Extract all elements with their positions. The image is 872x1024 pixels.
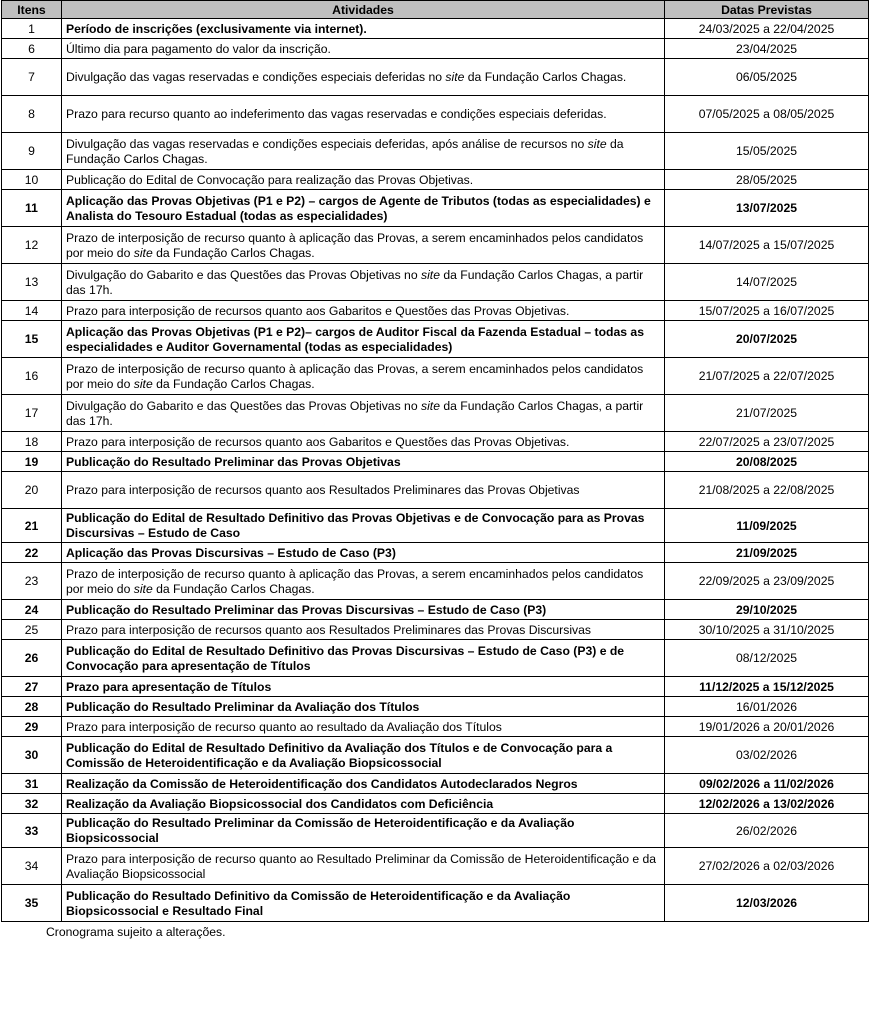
scheduled-date: 29/10/2025 bbox=[665, 600, 869, 620]
footnote: Cronograma sujeito a alterações. bbox=[46, 925, 226, 939]
item-number: 14 bbox=[2, 301, 62, 321]
item-number: 34 bbox=[2, 848, 62, 885]
scheduled-date: 14/07/2025 bbox=[665, 264, 869, 301]
table-row bbox=[2, 39, 869, 59]
header-datas: Datas Previstas bbox=[665, 1, 869, 19]
scheduled-date: 13/07/2025 bbox=[665, 190, 869, 227]
table-row bbox=[2, 227, 869, 264]
activity-text: Publicação do Resultado Preliminar da Avaliação dos Títulos bbox=[62, 697, 665, 717]
table-row bbox=[2, 96, 869, 133]
activity-text: Divulgação do Gabarito e das Questões das Provas Objetivas no site da Fundação Carlos Chagas, a partir das 17h. bbox=[62, 395, 665, 432]
table-row bbox=[2, 190, 869, 227]
item-number: 29 bbox=[2, 717, 62, 737]
table-row bbox=[2, 640, 869, 677]
item-number: 9 bbox=[2, 133, 62, 170]
scheduled-date: 12/03/2026 bbox=[665, 885, 869, 922]
item-number: 31 bbox=[2, 774, 62, 794]
table-row bbox=[2, 737, 869, 774]
activity-text: Publicação do Resultado Preliminar das Provas Discursivas – Estudo de Caso (P3) bbox=[62, 600, 665, 620]
table-row bbox=[2, 264, 869, 301]
scheduled-date: 21/07/2025 a 22/07/2025 bbox=[665, 358, 869, 395]
scheduled-date: 21/07/2025 bbox=[665, 395, 869, 432]
scheduled-date: 20/08/2025 bbox=[665, 452, 869, 472]
activity-text: Publicação do Resultado Definitivo da Comissão de Heteroidentificação e da Avaliação Biopsicossocial e Resultado Final bbox=[62, 885, 665, 922]
table-row bbox=[2, 170, 869, 190]
table-row bbox=[2, 717, 869, 737]
activity-text: Período de inscrições (exclusivamente via internet). bbox=[62, 19, 665, 39]
activity-text: Realização da Avaliação Biopsicossocial dos Candidatos com Deficiência bbox=[62, 794, 665, 814]
schedule-table bbox=[1, 0, 869, 922]
scheduled-date: 23/04/2025 bbox=[665, 39, 869, 59]
table-row bbox=[2, 19, 869, 39]
item-number: 1 bbox=[2, 19, 62, 39]
activity-text: Publicação do Resultado Preliminar das Provas Objetivas bbox=[62, 452, 665, 472]
scheduled-date: 15/07/2025 a 16/07/2025 bbox=[665, 301, 869, 321]
scheduled-date: 28/05/2025 bbox=[665, 170, 869, 190]
scheduled-date: 09/02/2026 a 11/02/2026 bbox=[665, 774, 869, 794]
scheduled-date: 15/05/2025 bbox=[665, 133, 869, 170]
activity-text: Prazo para recurso quanto ao indeferimento das vagas reservadas e condições especiais deferidas. bbox=[62, 96, 665, 133]
table-row bbox=[2, 472, 869, 509]
table-row bbox=[2, 774, 869, 794]
scheduled-date: 21/09/2025 bbox=[665, 543, 869, 563]
scheduled-date: 08/12/2025 bbox=[665, 640, 869, 677]
table-row bbox=[2, 794, 869, 814]
item-number: 20 bbox=[2, 472, 62, 509]
activity-text: Prazo para interposição de recursos quanto aos Gabaritos e Questões das Provas Objetivas. bbox=[62, 301, 665, 321]
activity-text: Prazo para interposição de recurso quanto ao Resultado Preliminar da Comissão de Heteroidentificação e da Avaliação Biopsicossocial bbox=[62, 848, 665, 885]
table-row bbox=[2, 885, 869, 922]
activity-text: Prazo para interposição de recursos quanto aos Resultados Preliminares das Provas Discursivas bbox=[62, 620, 665, 640]
table-row bbox=[2, 543, 869, 563]
activity-text: Aplicação das Provas Objetivas (P1 e P2)– cargos de Auditor Fiscal da Fazenda Estadual – todas as especialidades e Auditor Governamental (todas as especialidades) bbox=[62, 321, 665, 358]
scheduled-date: 20/07/2025 bbox=[665, 321, 869, 358]
activity-text: Publicação do Resultado Preliminar da Comissão de Heteroidentificação e da Avaliação Biopsicossocial bbox=[62, 814, 665, 848]
activity-text: Publicação do Edital de Convocação para realização das Provas Objetivas. bbox=[62, 170, 665, 190]
item-number: 7 bbox=[2, 59, 62, 96]
activity-text: Prazo de interposição de recurso quanto à aplicação das Provas, a serem encaminhados pelos candidatos por meio do site da Fundação Carlos Chagas. bbox=[62, 227, 665, 264]
item-number: 8 bbox=[2, 96, 62, 133]
item-number: 18 bbox=[2, 432, 62, 452]
activity-text: Prazo de interposição de recurso quanto à aplicação das Provas, a serem encaminhados pelos candidatos por meio do site da Fundação Carlos Chagas. bbox=[62, 358, 665, 395]
scheduled-date: 26/02/2026 bbox=[665, 814, 869, 848]
item-number: 27 bbox=[2, 677, 62, 697]
item-number: 23 bbox=[2, 563, 62, 600]
activity-text: Divulgação das vagas reservadas e condições especiais deferidas, após análise de recursos no site da Fundação Carlos Chagas. bbox=[62, 133, 665, 170]
scheduled-date: 12/02/2026 a 13/02/2026 bbox=[665, 794, 869, 814]
item-number: 22 bbox=[2, 543, 62, 563]
item-number: 10 bbox=[2, 170, 62, 190]
scheduled-date: 24/03/2025 a 22/04/2025 bbox=[665, 19, 869, 39]
activity-text: Prazo de interposição de recurso quanto à aplicação das Provas, a serem encaminhados pelos candidatos por meio do site da Fundação Carlos Chagas. bbox=[62, 563, 665, 600]
scheduled-date: 30/10/2025 a 31/10/2025 bbox=[665, 620, 869, 640]
scheduled-date: 11/09/2025 bbox=[665, 509, 869, 543]
item-number: 17 bbox=[2, 395, 62, 432]
item-number: 24 bbox=[2, 600, 62, 620]
scheduled-date: 03/02/2026 bbox=[665, 737, 869, 774]
item-number: 35 bbox=[2, 885, 62, 922]
table-row bbox=[2, 133, 869, 170]
activity-text: Divulgação do Gabarito e das Questões das Provas Objetivas no site da Fundação Carlos Chagas, a partir das 17h. bbox=[62, 264, 665, 301]
item-number: 25 bbox=[2, 620, 62, 640]
item-number: 32 bbox=[2, 794, 62, 814]
table-row bbox=[2, 395, 869, 432]
activity-text: Divulgação das vagas reservadas e condições especiais deferidas no site da Fundação Carlos Chagas. bbox=[62, 59, 665, 96]
activity-text: Prazo para apresentação de Títulos bbox=[62, 677, 665, 697]
activity-text: Realização da Comissão de Heteroidentificação dos Candidatos Autodeclarados Negros bbox=[62, 774, 665, 794]
activity-text: Prazo para interposição de recursos quanto aos Resultados Preliminares das Provas Objetivas bbox=[62, 472, 665, 509]
activity-text: Publicação do Edital de Resultado Definitivo das Provas Discursivas – Estudo de Caso (P3) e de Convocação para apresentação de Títulos bbox=[62, 640, 665, 677]
table-body bbox=[2, 19, 869, 922]
activity-text: Último dia para pagamento do valor da inscrição. bbox=[62, 39, 665, 59]
table-row bbox=[2, 432, 869, 452]
scheduled-date: 16/01/2026 bbox=[665, 697, 869, 717]
activity-text: Publicação do Edital de Resultado Definitivo da Avaliação dos Títulos e de Convocação para a Comissão de Heteroidentificação e da Avaliação Biopsicossocial bbox=[62, 737, 665, 774]
item-number: 28 bbox=[2, 697, 62, 717]
item-number: 13 bbox=[2, 264, 62, 301]
item-number: 30 bbox=[2, 737, 62, 774]
table-header-row bbox=[2, 1, 869, 19]
table-row bbox=[2, 620, 869, 640]
table-row bbox=[2, 563, 869, 600]
activity-text: Aplicação das Provas Discursivas – Estudo de Caso (P3) bbox=[62, 543, 665, 563]
table-row bbox=[2, 600, 869, 620]
table-row bbox=[2, 301, 869, 321]
item-number: 6 bbox=[2, 39, 62, 59]
table-row bbox=[2, 509, 869, 543]
table-row bbox=[2, 452, 869, 472]
item-number: 21 bbox=[2, 509, 62, 543]
scheduled-date: 22/07/2025 a 23/07/2025 bbox=[665, 432, 869, 452]
item-number: 26 bbox=[2, 640, 62, 677]
activity-text: Aplicação das Provas Objetivas (P1 e P2) – cargos de Agente de Tributos (todas as especialidades) e Analista do Tesouro Estadual (todas as especialidades) bbox=[62, 190, 665, 227]
scheduled-date: 14/07/2025 a 15/07/2025 bbox=[665, 227, 869, 264]
item-number: 16 bbox=[2, 358, 62, 395]
scheduled-date: 22/09/2025 a 23/09/2025 bbox=[665, 563, 869, 600]
item-number: 12 bbox=[2, 227, 62, 264]
activity-text: Prazo para interposição de recurso quanto ao resultado da Avaliação dos Títulos bbox=[62, 717, 665, 737]
item-number: 19 bbox=[2, 452, 62, 472]
table-row bbox=[2, 697, 869, 717]
item-number: 15 bbox=[2, 321, 62, 358]
scheduled-date: 11/12/2025 a 15/12/2025 bbox=[665, 677, 869, 697]
item-number: 33 bbox=[2, 814, 62, 848]
table-row bbox=[2, 59, 869, 96]
table-row bbox=[2, 358, 869, 395]
scheduled-date: 21/08/2025 a 22/08/2025 bbox=[665, 472, 869, 509]
activity-text: Prazo para interposição de recursos quanto aos Gabaritos e Questões das Provas Objetivas. bbox=[62, 432, 665, 452]
activity-text: Publicação do Edital de Resultado Definitivo das Provas Objetivas e de Convocação para as Provas Discursivas – Estudo de Caso bbox=[62, 509, 665, 543]
scheduled-date: 06/05/2025 bbox=[665, 59, 869, 96]
header-itens: Itens bbox=[2, 1, 62, 19]
item-number: 11 bbox=[2, 190, 62, 227]
table-row bbox=[2, 677, 869, 697]
table-row bbox=[2, 848, 869, 885]
scheduled-date: 27/02/2026 a 02/03/2026 bbox=[665, 848, 869, 885]
header-atividades: Atividades bbox=[62, 1, 665, 19]
table-row bbox=[2, 321, 869, 358]
scheduled-date: 19/01/2026 a 20/01/2026 bbox=[665, 717, 869, 737]
scheduled-date: 07/05/2025 a 08/05/2025 bbox=[665, 96, 869, 133]
table-row bbox=[2, 814, 869, 848]
